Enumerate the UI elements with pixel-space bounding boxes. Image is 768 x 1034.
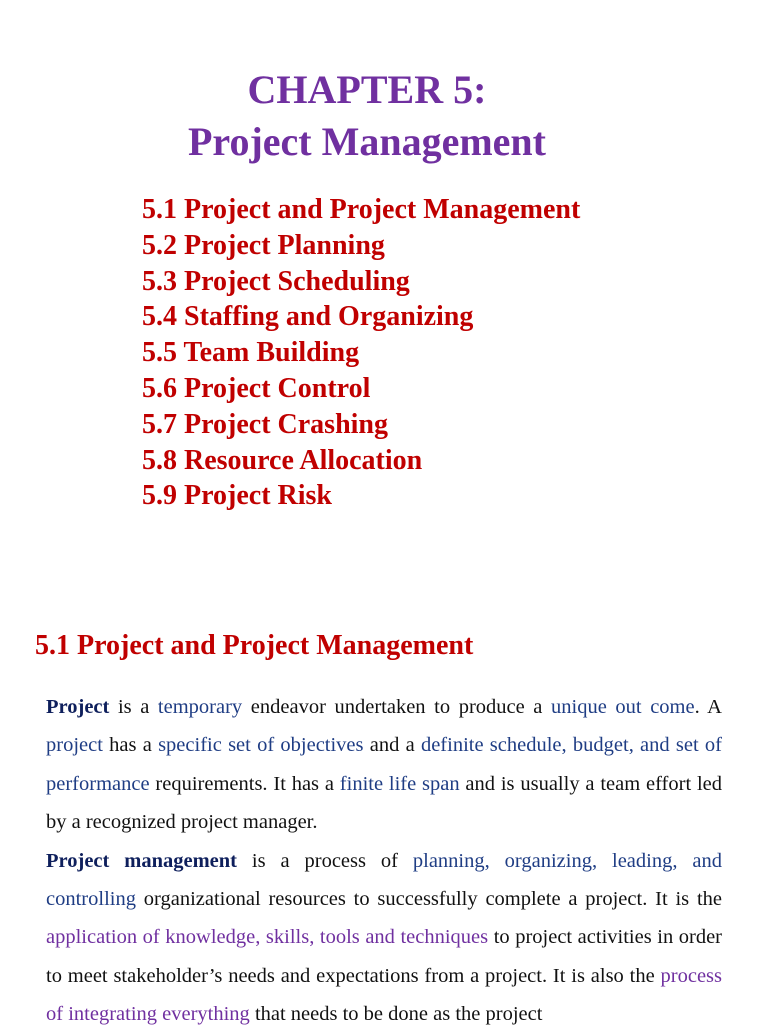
toc-item: 5.2 Project Planning xyxy=(142,229,385,261)
body-text: . A xyxy=(694,696,722,718)
table-of-contents xyxy=(142,192,580,514)
body-text: has a xyxy=(102,734,159,757)
toc-item: 5.9 Project Risk xyxy=(142,480,332,512)
chapter-number: CHAPTER 5: xyxy=(247,67,487,112)
body-text: is a xyxy=(109,696,158,718)
body-text: and a xyxy=(363,734,421,757)
chapter-title: Project Management xyxy=(187,119,546,164)
toc-item: 5.3 Project Scheduling xyxy=(142,265,410,297)
toc-item: 5.1 Project and Project Management xyxy=(142,194,581,225)
toc-item: 5.6 Project Control xyxy=(142,372,371,404)
body-text: endeavor undertaken to produce a xyxy=(242,696,552,718)
section-body xyxy=(46,688,722,1034)
section-heading: 5.1 Project and Project Management xyxy=(35,630,474,661)
keyword-text: finite life span xyxy=(339,772,460,795)
term-text: Project management xyxy=(46,849,237,872)
toc-item: 5.4 Staffing and Organizing xyxy=(142,301,474,333)
keyword-text: unique out come xyxy=(551,696,695,718)
body-text: organizational resources to successfully complete a project. It is the xyxy=(135,888,722,911)
keyword-text: temporary xyxy=(157,696,243,718)
keyword-text: process of integrating everything xyxy=(46,964,722,1026)
toc-item: 5.5 Team Building xyxy=(142,337,360,369)
keyword-text: definite schedule, budget, and set of performance xyxy=(46,734,722,795)
body-text: and is usually a team effort led by a recognized project manager. xyxy=(46,772,723,834)
term-text: Project xyxy=(46,696,110,718)
keyword-text: planning, organizing, leading, and controlling xyxy=(46,849,722,911)
body-text: to project activities in order to meet stakeholder’s needs and expectations from a project. It is also the xyxy=(46,926,723,987)
body-text: is a process of xyxy=(237,849,413,872)
keyword-text: specific set of objectives xyxy=(158,734,364,757)
paragraph-project-management-definition xyxy=(46,842,722,1034)
toc-item: 5.7 Project Crashing xyxy=(142,408,388,440)
body-text: requirements. It has a xyxy=(149,772,340,795)
body-text: that needs to be done as the project xyxy=(249,1003,543,1026)
paragraph-project-definition xyxy=(46,688,722,842)
toc-item: 5.8 Resource Allocation xyxy=(142,444,423,476)
keyword-text: project xyxy=(46,734,103,757)
keyword-text: application of knowledge, skills, tools and techniques xyxy=(46,926,489,949)
